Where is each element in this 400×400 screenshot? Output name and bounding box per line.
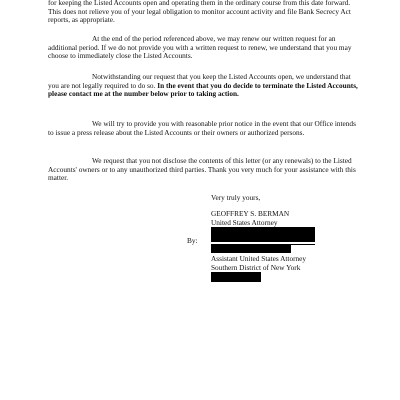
paragraph-nondisclosure xyxy=(48,157,360,183)
paragraph-account-operations xyxy=(48,0,360,25)
paragraph-text: We will try to provide you with reasonable prior notice in the event that our Office intends to issue a press release about the Listed Accounts or their owners or authorized persons. xyxy=(48,119,356,137)
redaction-block-phone xyxy=(211,272,261,282)
paragraph-text: Notwithstanding our request that you keep the Listed Accounts open, we understand that you are not legally required to do so. xyxy=(48,72,351,90)
signer-title: United States Attorney xyxy=(211,217,278,227)
paragraph-text: We request that you not disclose the contents of this letter (or any renewals) to the Listed Accounts' owners or to any unauthorized third parties. Thank you very much for your assistance with this matter. xyxy=(48,156,356,183)
paragraph-renewal xyxy=(48,35,360,61)
paragraph-bold-instruction: In the event that you do decide to terminate the Listed Accounts, please contact me at the number below prior to taking action. xyxy=(48,80,358,99)
redaction-block-signature xyxy=(211,227,315,242)
by-label: By: xyxy=(187,236,198,245)
signer-name: GEOFFREY S. BERMAN xyxy=(211,209,290,218)
signature-closing: Very truly yours, xyxy=(211,193,261,202)
paragraph-text: for keeping the Listed Accounts open and operating them in the ordinary course from this date forward. This does not relieve you of your legal obligation to monitor account activity and file Bank Secrecy Act reports, as appropriate. xyxy=(48,0,351,25)
paragraph-not-required xyxy=(48,73,360,99)
redaction-block-name xyxy=(211,244,291,253)
paragraph-press-release xyxy=(48,120,360,137)
paragraph-text: At the end of the period referenced above, we may renew our written request for an additional period. If we do not provide you with a written request to renew, we understand that you may choose to immediately close the Listed Accounts. xyxy=(48,34,352,61)
office-name: Southern District of New York xyxy=(211,262,301,272)
assistant-title: Assistant United States Attorney xyxy=(211,254,307,263)
